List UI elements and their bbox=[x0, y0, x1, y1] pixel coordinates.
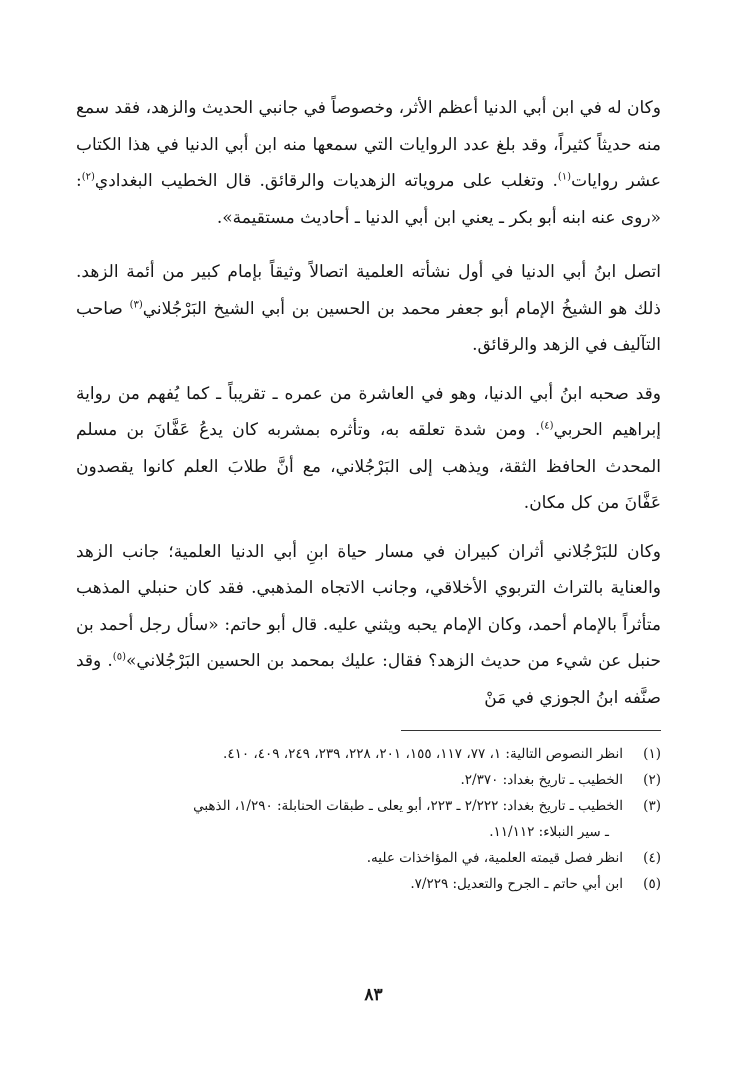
footnote-ref-4[interactable]: (٤) bbox=[540, 420, 554, 432]
footnote-ref-3[interactable]: (٣) bbox=[129, 298, 143, 310]
paragraph-two-influences bbox=[76, 534, 661, 717]
footnote-text: الخطيب ـ تاريخ بغداد: ٢/٣٧٠. bbox=[460, 772, 623, 788]
paragraph-ibn-abi-dunya-influence bbox=[76, 90, 661, 236]
paragraph-text: . وقد صنَّفه ابنُ الجوزي في مَنْ bbox=[76, 651, 661, 708]
footnote-ref-2[interactable]: (٢) bbox=[81, 171, 95, 183]
paragraph-connection bbox=[76, 254, 661, 364]
footnote-divider bbox=[401, 730, 661, 731]
paragraph-text: صاحب التآليف في الزهد والرقائق. bbox=[76, 298, 661, 355]
footnote-ref-5[interactable]: (٥) bbox=[112, 651, 126, 663]
footnote-text: الخطيب ـ تاريخ بغداد: ٢/٢٢٢ ـ ٢٢٣، أبو يعلى ـ طبقات الحنابلة: ١/٢٩٠، الذهبي bbox=[193, 798, 623, 814]
paragraph-companionship bbox=[76, 376, 661, 522]
paragraph-text: وقد صحبه ابنُ أبي الدنيا، وهو في العاشرة من عمره ـ تقريباً ـ كما يُفهم من رواية إبراهيم الحربي bbox=[76, 383, 661, 440]
footnote-item bbox=[76, 793, 661, 845]
paragraph-text: . ومن شدة تعلقه به، وتأثره بمشربه كان يدعُ عَفَّانَ بن مسلم المحدث الحافظ الثقة، ويذهب إلى البَرْجُلاني، مع أنَّ طلابَ العلم كانوا يقصدون عَفَّانَ من كل مكان. bbox=[76, 420, 661, 513]
footnote-item bbox=[76, 741, 661, 767]
paragraph-text: . وتغلب على مروياته الزهديات والرقائق. قال الخطيب البغدادي bbox=[94, 171, 558, 191]
footnote-number: (١) bbox=[643, 746, 661, 762]
footnote-text: انظر فصل قيمته العلمية، في المؤاخذات عليه. bbox=[366, 850, 623, 866]
paragraph-text: وكان له في ابن أبي الدنيا أعظم الأثر، وخصوصاً في جانبي الحديث والزهد، فقد سمع منه حديثاً كثيراً، وقد بلغ عدد الروايات التي سمعها منه ابن أبي الدنيا في هذا الكتاب عشر روايات bbox=[76, 98, 662, 191]
footnote-item bbox=[76, 871, 661, 897]
footnote-ref-1[interactable]: (١) bbox=[557, 171, 572, 183]
footnote-number: (٣) bbox=[643, 798, 661, 814]
paragraph-text: : «روى عنه ابنه أبو بكر ـ يعني ابن أبي الدنيا ـ أحاديث مستقيمة». bbox=[76, 171, 661, 228]
footnote-number: (٢) bbox=[643, 772, 661, 788]
footnote-item bbox=[76, 845, 661, 871]
footnote-text: انظر النصوص التالية: ١، ٧٧، ١١٧، ١٥٥، ٢٠١، ٢٢٨، ٢٣٩، ٢٤٩، ٤٠٩، ٤١٠. bbox=[223, 746, 623, 762]
footnote-item bbox=[76, 767, 661, 793]
page-number: ٨٣ bbox=[364, 985, 383, 1005]
footnote-text: ابن أبي حاتم ـ الجرح والتعديل: ٧/٢٢٩. bbox=[410, 876, 623, 892]
footnote-number: (٤) bbox=[643, 850, 661, 866]
paragraph-text: اتصل ابنُ أبي الدنيا في أول نشأته العلمية اتصالاً وثيقاً بإمام كبير من أئمة الزهد. ذلك هو الشيخُ الإمام أبو جعفر محمد بن الحسين بن أبي الشيخ البَرْجُلاني bbox=[76, 262, 661, 319]
footnote-body bbox=[76, 793, 623, 845]
paragraph-text: وكان للبَرْجُلاني أثران كبيران في مسار حياة ابنِ أبي الدنيا العلمية؛ جانب الزهد والعناية بالتراث التربوي الأخلاقي، وجانب الاتجاه المذهبي. فقد كان حنبلي المذهب متأثراً بالإمام أحمد، وكان الإمام يحبه ويثني عليه. قال أبو حاتم: «سأل رجل أحمد بن حنبل عن شيء من حديث الزهد؟ فقال: عليك بمحمد بن الحسين البَرْجُلاني» bbox=[76, 541, 661, 671]
footnote-text-continuation: ـ سير النبلاء: ١١/١١٢. bbox=[489, 824, 609, 840]
footnotes-list bbox=[76, 741, 661, 897]
footnote-number: (٥) bbox=[643, 876, 661, 892]
